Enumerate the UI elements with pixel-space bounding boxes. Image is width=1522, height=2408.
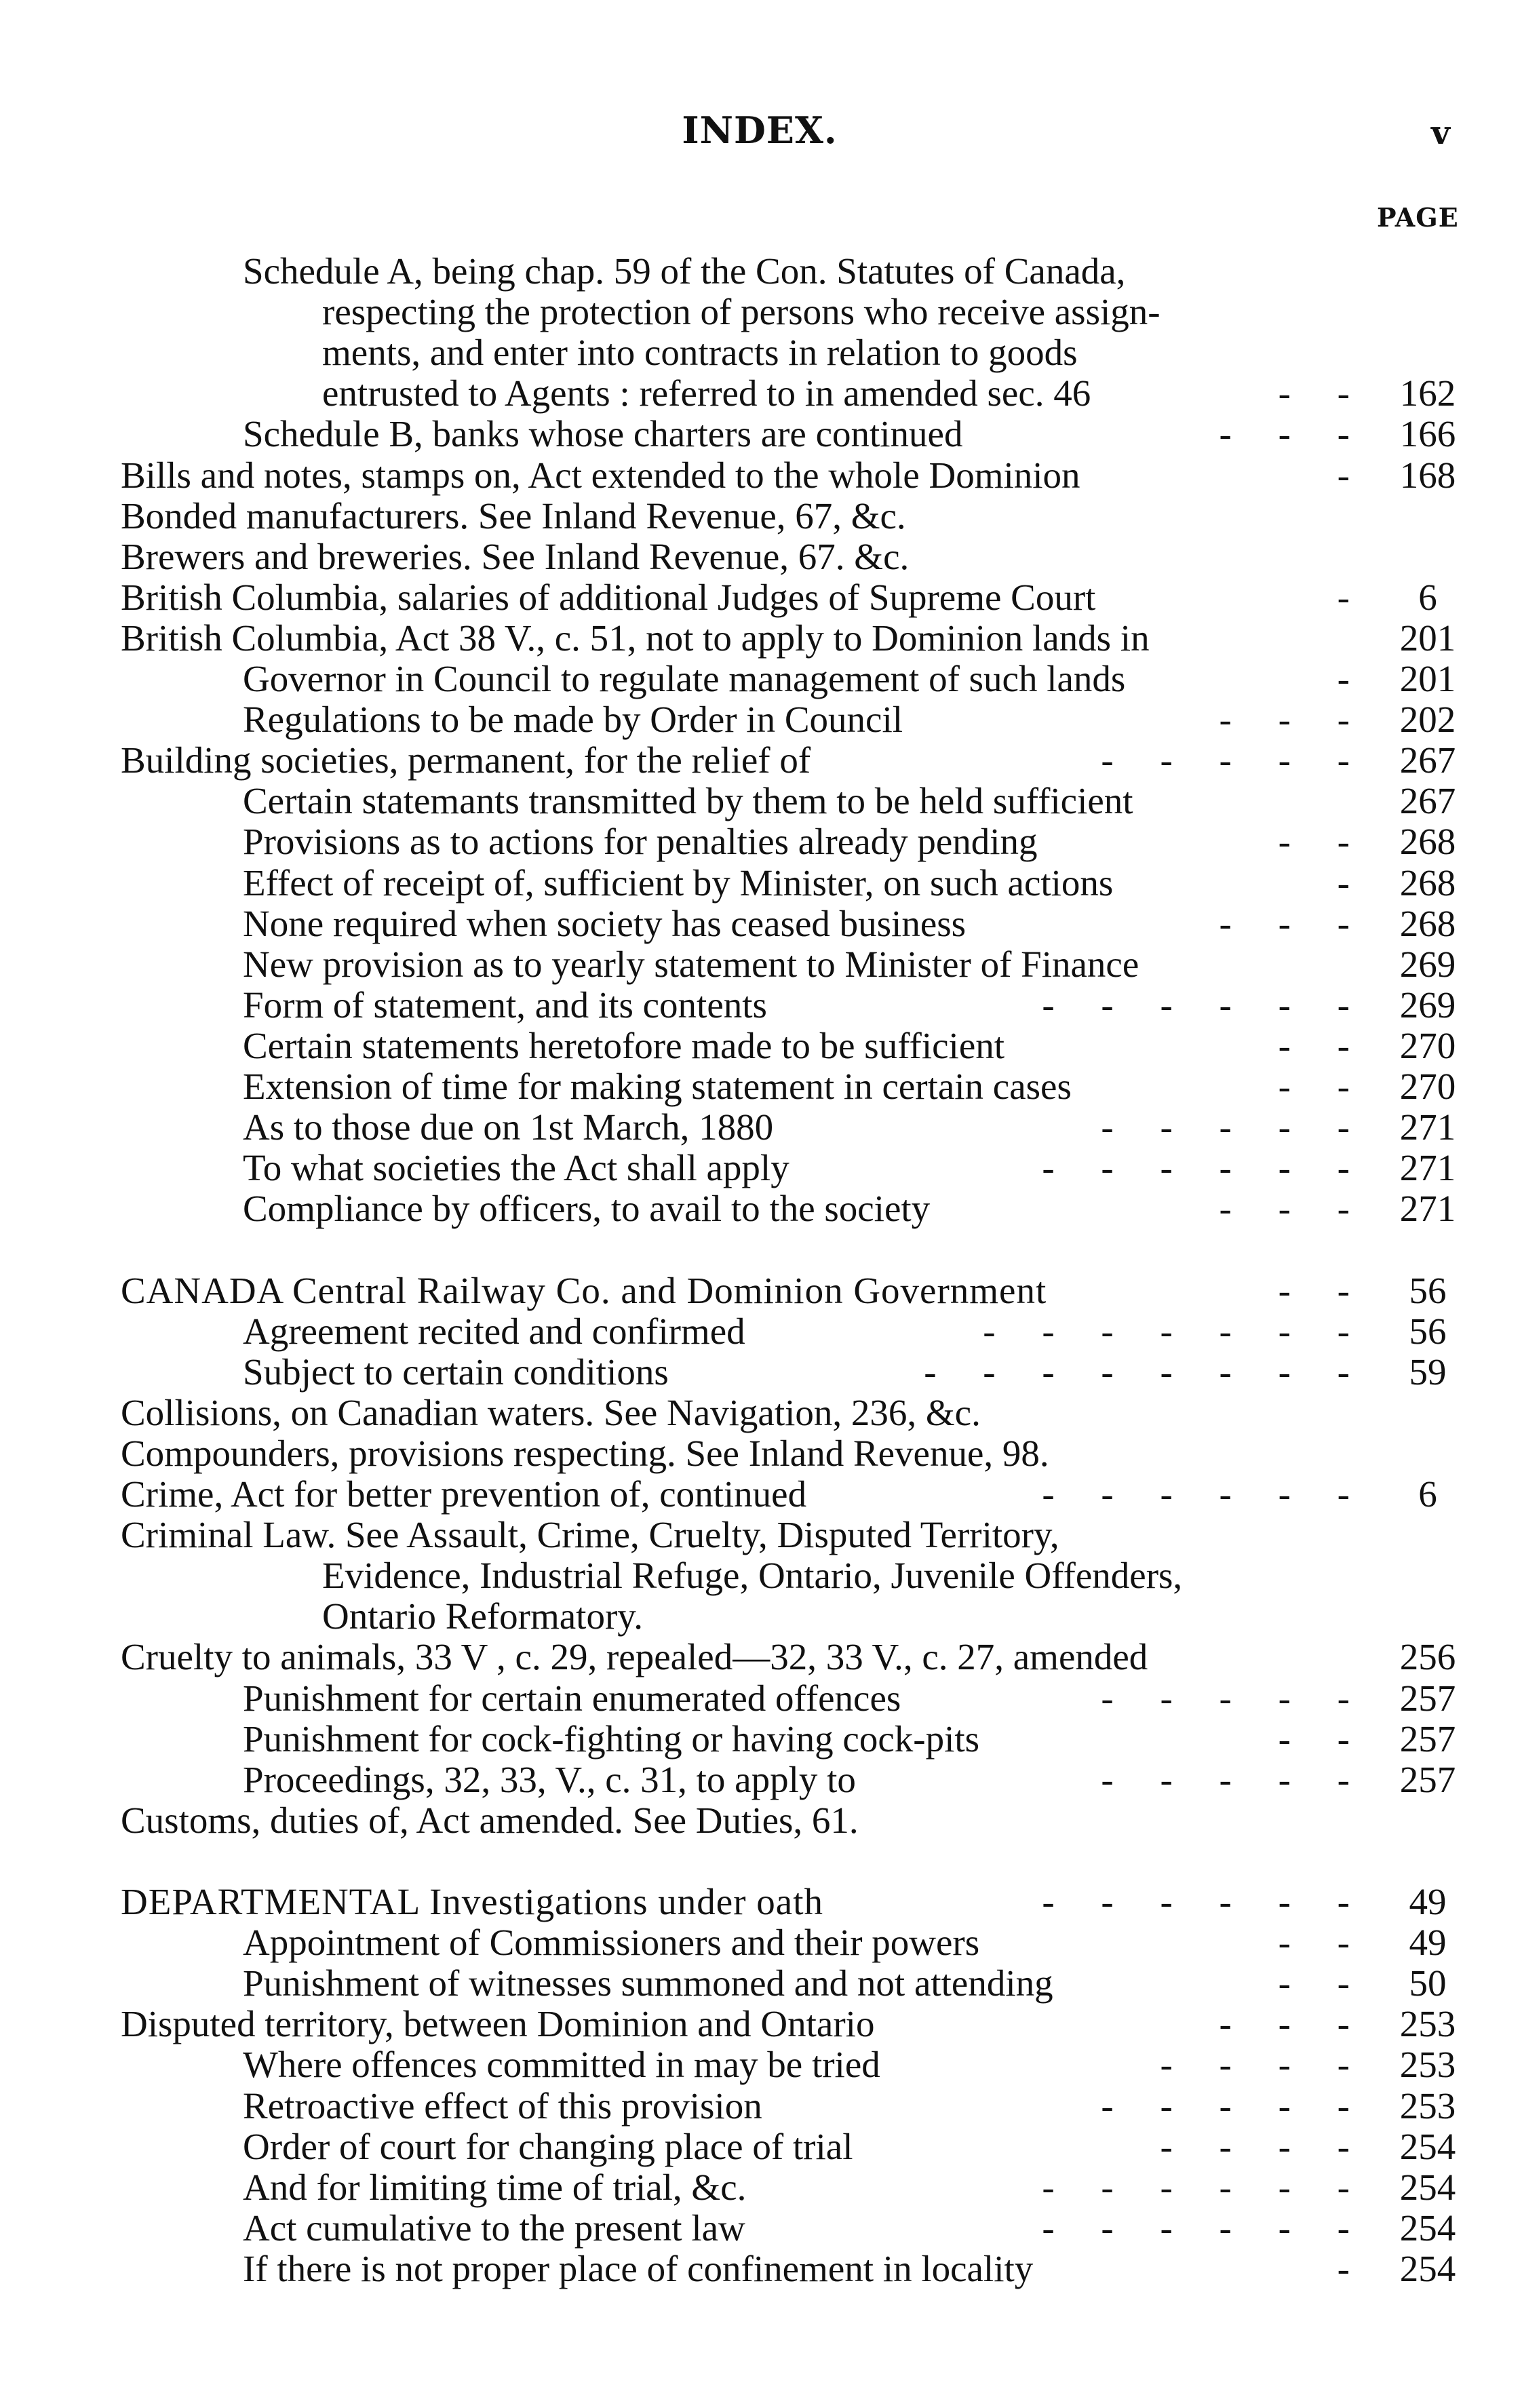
index-entry — [0, 251, 1522, 292]
index-entry — [0, 2004, 1522, 2044]
index-entry — [0, 332, 1522, 373]
index-entry — [0, 1188, 1522, 1229]
entry-text: Governor in Council to regulate management of such lands — [243, 658, 1126, 699]
page-number: 253 — [1399, 2085, 1456, 2127]
index-entry — [0, 1352, 1522, 1393]
entry-text: entrusted to Agents : referred to in amended sec. 46 — [322, 372, 1091, 414]
entry-text: If there is not proper place of confinement in locality — [243, 2248, 1034, 2289]
page-number: 201 — [1399, 658, 1456, 699]
entry-text: Bonded manufacturers. See Inland Revenue, 67, &c. — [121, 495, 906, 537]
entry-text: Brewers and breweries. See Inland Revenue, 67. &c. — [121, 536, 910, 577]
entry-text: Evidence, Industrial Refuge, Ontario, Juvenile Offenders, — [322, 1555, 1183, 1596]
page-number: 268 — [1399, 821, 1456, 862]
dot-leader: - - - - - - — [1042, 1473, 1350, 1515]
page-number: 254 — [1399, 2207, 1456, 2249]
dot-leader: - - - — [1219, 1188, 1350, 1229]
entry-text: Regulations to be made by Order in Council — [243, 699, 903, 740]
entry-text: British Columbia, salaries of additional Judges of Supreme Court — [121, 577, 1096, 618]
dot-leader: - - — [1278, 1718, 1350, 1760]
page-number: 269 — [1399, 944, 1456, 985]
index-entry — [0, 1515, 1522, 1555]
index-entry — [0, 2249, 1522, 2289]
dot-leader: - — [1337, 658, 1350, 699]
dot-leader: - - — [1278, 372, 1350, 414]
index-entry — [0, 659, 1522, 699]
dot-leader: - — [1337, 2248, 1350, 2289]
page-number: 56 — [1409, 1310, 1447, 1352]
page-number: 49 — [1409, 1922, 1447, 1963]
index-entry — [0, 537, 1522, 577]
entry-text: To what societies the Act shall apply — [243, 1147, 789, 1188]
index-entry — [0, 1270, 1522, 1311]
dot-leader: - - - - - — [1101, 739, 1350, 781]
dot-leader: - - - - - - - - — [924, 1351, 1350, 1393]
entry-text: Proceedings, 32, 33, V., c. 31, to apply to — [243, 1759, 856, 1800]
entry-text: Punishment of witnesses summoned and not attending — [243, 1962, 1053, 2004]
dot-leader: - - — [1278, 1962, 1350, 2004]
entry-text: Certain statemants transmitted by them to be held sufficient — [243, 780, 1133, 821]
index-entry — [0, 1922, 1522, 1963]
index-entry — [0, 944, 1522, 985]
entry-text: Form of statement, and its contents — [243, 984, 767, 1026]
page-number: 271 — [1399, 1147, 1456, 1188]
dot-leader: - - - - - — [1101, 1759, 1350, 1800]
index-entry — [0, 1311, 1522, 1352]
index-entry — [0, 740, 1522, 781]
page-number: 49 — [1409, 1881, 1447, 1922]
entry-text: Appointment of Commissioners and their powers — [243, 1922, 980, 1963]
index-entry — [0, 455, 1522, 496]
index-entry — [0, 1148, 1522, 1188]
page-number: 162 — [1399, 372, 1456, 414]
entry-text: Agreement recited and confirmed — [243, 1310, 745, 1352]
blank-line — [0, 1229, 1522, 1270]
entry-text: Compounders, provisions respecting. See Inland Revenue, 98. — [121, 1433, 1049, 1474]
entry-text: Collisions, on Canadian waters. See Navigation, 236, &c. — [121, 1392, 981, 1433]
entry-text: Order of court for changing place of trial — [243, 2126, 853, 2167]
index-entry — [0, 2086, 1522, 2127]
dot-leader: - - - - - - — [1042, 1881, 1350, 1922]
entry-text: Effect of receipt of, sufficient by Minister, on such actions — [243, 862, 1114, 904]
entry-text: Schedule B, banks whose charters are continued — [243, 413, 963, 454]
page-number: 254 — [1399, 2248, 1456, 2289]
entry-text: Bills and notes, stamps on, Act extended to the whole Dominion — [121, 454, 1080, 496]
page-number: 270 — [1399, 1025, 1456, 1066]
index-entry — [0, 821, 1522, 862]
entry-text: Compliance by officers, to avail to the society — [243, 1188, 931, 1229]
dot-leader: - - - - - — [1101, 1106, 1350, 1148]
dot-leader: - - — [1278, 821, 1350, 862]
page-number: 168 — [1399, 454, 1456, 496]
entry-text: Cruelty to animals, 33 V , c. 29, repealed—32, 33 V., c. 27, amended — [121, 1636, 1148, 1677]
index-entry — [0, 2167, 1522, 2208]
index-entry — [0, 1596, 1522, 1637]
index-entry — [0, 985, 1522, 1026]
page-number: 256 — [1399, 1636, 1456, 1677]
entry-text: DEPARTMENTAL Investigations under oath — [121, 1881, 823, 1922]
page-number: 6 — [1418, 577, 1437, 618]
entry-text: New provision as to yearly statement to Minister of Finance — [243, 944, 1139, 985]
page-number: 271 — [1399, 1188, 1456, 1229]
entry-text: Subject to certain conditions — [243, 1351, 669, 1393]
dot-leader: - - — [1278, 1270, 1350, 1311]
dot-leader: - - - — [1219, 413, 1350, 454]
index-entry — [0, 1719, 1522, 1760]
page-number: 201 — [1399, 617, 1456, 659]
entry-text: Customs, duties of, Act amended. See Duties, 61. — [121, 1800, 859, 1841]
dot-leader: - — [1337, 454, 1350, 496]
dot-leader: - - - - — [1160, 2044, 1350, 2085]
entry-text: Punishment for cock-fighting or having cock-pits — [243, 1718, 980, 1760]
page-number: 202 — [1399, 699, 1456, 740]
dot-leader: - - - - - - — [1042, 2207, 1350, 2249]
page-number: 271 — [1399, 1106, 1456, 1148]
index-entry — [0, 699, 1522, 740]
index-entry — [0, 1882, 1522, 1922]
entry-text: ments, and enter into contracts in relation to goods — [322, 332, 1078, 373]
index-entry — [0, 904, 1522, 944]
dot-leader: - - — [1278, 1066, 1350, 1107]
index-entry — [0, 2044, 1522, 2085]
index-entry — [0, 496, 1522, 537]
page-number: 166 — [1399, 413, 1456, 454]
page-number: 6 — [1418, 1473, 1437, 1515]
dot-leader: - - - - - - — [1042, 984, 1350, 1026]
dot-leader: - - - - - - — [1042, 1147, 1350, 1188]
entry-text: Criminal Law. See Assault, Crime, Cruelty, Disputed Territory, — [121, 1514, 1059, 1555]
index-entry — [0, 1474, 1522, 1515]
index-entry — [0, 1433, 1522, 1474]
index-entry — [0, 863, 1522, 904]
entry-text: Retroactive effect of this provision — [243, 2085, 762, 2127]
entry-text: Certain statements heretofore made to be sufficient — [243, 1025, 1005, 1066]
page-number: 253 — [1399, 2044, 1456, 2085]
entry-text: Act cumulative to the present law — [243, 2207, 745, 2249]
index-entry — [0, 1026, 1522, 1066]
index-entry — [0, 414, 1522, 454]
dot-leader: - - - - - - - — [983, 1310, 1350, 1352]
index-entry — [0, 1107, 1522, 1148]
page-folio: v — [1431, 114, 1450, 152]
page-column-heading: PAGE — [1377, 202, 1459, 233]
entry-text: Provisions as to actions for penalties already pending — [243, 821, 1038, 862]
index-entry — [0, 1555, 1522, 1596]
index-entry — [0, 1800, 1522, 1841]
page-number: 257 — [1399, 1718, 1456, 1760]
entry-text: As to those due on 1st March, 1880 — [243, 1106, 774, 1148]
dot-leader: - - - — [1219, 699, 1350, 740]
entry-text: Punishment for certain enumerated offences — [243, 1677, 901, 1719]
page-number: 269 — [1399, 984, 1456, 1026]
page-number: 254 — [1399, 2126, 1456, 2167]
entry-text: CANADA Central Railway Co. and Dominion Government — [121, 1270, 1047, 1311]
page-number: 257 — [1399, 1677, 1456, 1719]
index-entry — [0, 2208, 1522, 2249]
dot-leader: - - - - — [1160, 2126, 1350, 2167]
index-entry — [0, 292, 1522, 332]
page-number: 56 — [1409, 1270, 1447, 1311]
page-number: 59 — [1409, 1351, 1447, 1393]
page-number: 253 — [1399, 2003, 1456, 2044]
entry-text: Where offences committed in may be tried — [243, 2044, 880, 2085]
page-number: 268 — [1399, 903, 1456, 944]
index-entry — [0, 618, 1522, 659]
entry-text: And for limiting time of trial, &c. — [243, 2167, 747, 2208]
index-entry — [0, 1393, 1522, 1433]
entry-text: Ontario Reformatory. — [322, 1595, 643, 1637]
dot-leader: - - - - - — [1101, 1677, 1350, 1719]
dot-leader: - - - — [1219, 903, 1350, 944]
page-number: 50 — [1409, 1962, 1447, 2004]
entry-text: Disputed territory, between Dominion and Ontario — [121, 2003, 875, 2044]
dot-leader: - - - — [1219, 2003, 1350, 2044]
dot-leader: - - — [1278, 1922, 1350, 1963]
index-entry — [0, 1760, 1522, 1800]
page-number: 267 — [1399, 780, 1456, 821]
dot-leader: - — [1337, 577, 1350, 618]
page-number: 270 — [1399, 1066, 1456, 1107]
index-entry — [0, 577, 1522, 618]
index-entry — [0, 1066, 1522, 1107]
dot-leader: - - - - - - — [1042, 2167, 1350, 2208]
page-number: 267 — [1399, 739, 1456, 781]
entry-text: Schedule A, being chap. 59 of the Con. Statutes of Canada, — [243, 250, 1126, 292]
entry-text: respecting the protection of persons who receive assign- — [322, 291, 1160, 332]
entry-text: Crime, Act for better prevention of, continued — [121, 1473, 807, 1515]
index-entry — [0, 373, 1522, 414]
dot-leader: - — [1337, 862, 1350, 904]
blank-line — [0, 1841, 1522, 1882]
entry-text: Extension of time for making statement in certain cases — [243, 1066, 1072, 1107]
page-title: INDEX. — [682, 109, 838, 152]
index-entry — [0, 2127, 1522, 2167]
dot-leader: - - - - - — [1101, 2085, 1350, 2127]
index-entry — [0, 1678, 1522, 1719]
page-number: 257 — [1399, 1759, 1456, 1800]
entry-text: Building societies, permanent, for the relief of — [121, 739, 811, 781]
index-entry — [0, 781, 1522, 821]
dot-leader: - - — [1278, 1025, 1350, 1066]
index-entry — [0, 1637, 1522, 1677]
page-number: 254 — [1399, 2167, 1456, 2208]
entry-text: None required when society has ceased business — [243, 903, 967, 944]
page-number: 268 — [1399, 862, 1456, 904]
entry-text: British Columbia, Act 38 V., c. 51, not to apply to Dominion lands in — [121, 617, 1150, 659]
index-entry — [0, 1963, 1522, 2004]
